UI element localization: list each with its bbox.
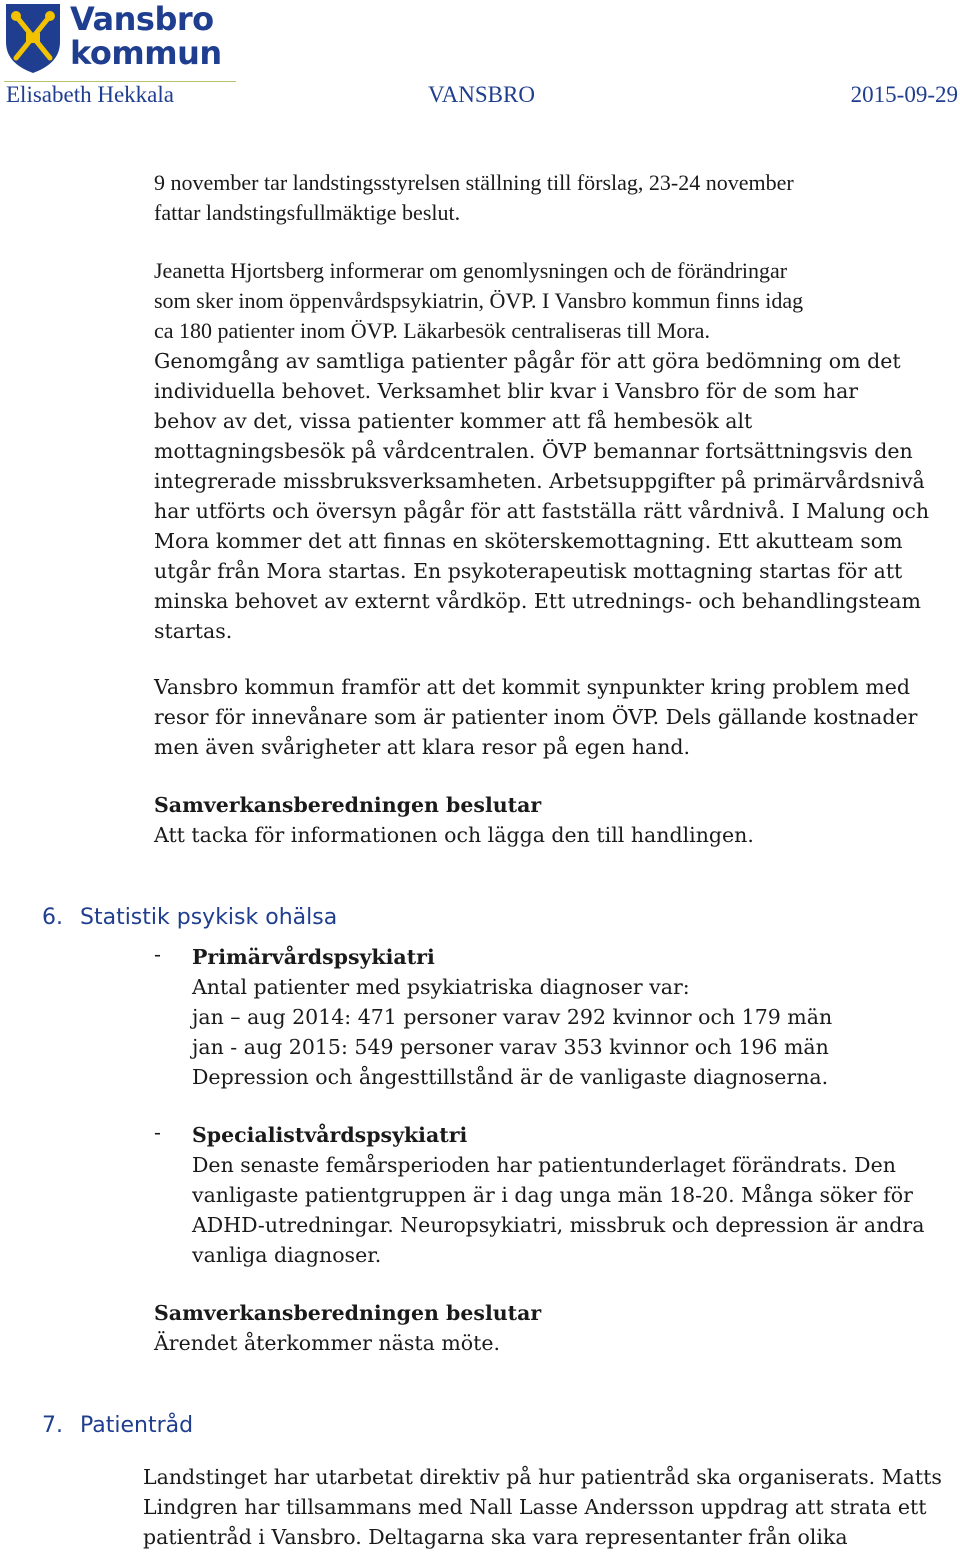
primarvard-block <box>192 942 832 1092</box>
header-author: Elisabeth Hekkala <box>6 82 174 107</box>
text-line: mottagningsbesök på vårdcentralen. ÖVP bemannar fortsättningsvis den <box>154 439 913 463</box>
text-line: startas. <box>154 619 233 643</box>
decision-text: Att tacka för informationen och lägga den till handlingen. <box>154 823 754 847</box>
list-item-title: Specialistvårdspsykiatri <box>192 1123 468 1147</box>
vansbro-paragraph <box>154 672 917 762</box>
text-line: Den senaste femårsperioden har patientunderlaget förändrats. Den <box>192 1153 896 1177</box>
text-line: utgår från Mora startas. En psykoterapeutisk mottagning startas för att <box>154 559 903 583</box>
text-line: men även svårigheter att klara resor på egen hand. <box>154 735 691 759</box>
crest-icon <box>4 2 62 74</box>
section-number: 6. <box>42 905 63 930</box>
section-number: 7. <box>42 1413 63 1438</box>
text-line: vanliga diagnoser. <box>192 1243 382 1267</box>
text-line: Vansbro kommun framför att det kommit synpunkter kring problem med <box>154 675 910 699</box>
logo-line-2: kommun <box>70 34 222 72</box>
section-title: Statistik psykisk ohälsa <box>80 905 338 930</box>
patientrad-paragraph <box>143 1462 942 1552</box>
text-line: integrerade missbruksverksamheten. Arbetsuppgifter på primärvårdsnivå <box>154 469 925 493</box>
decision-text: Ärendet återkommer nästa möte. <box>154 1331 501 1355</box>
document-header <box>6 82 958 112</box>
text-line: jan - aug 2015: 549 personer varav 353 kvinnor och 196 män <box>192 1035 829 1059</box>
text-line: Landstinget har utarbetat direktiv på hur patientråd ska organiserats. Matts <box>143 1465 942 1489</box>
text-line: som sker inom öppenvårdspsykiatrin, ÖVP. I Vansbro kommun finns idag <box>154 288 804 313</box>
text-line: Mora kommer det att finnas en sköterskemottagning. Ett akutteam som <box>154 529 903 553</box>
decision-block <box>154 1298 541 1358</box>
text-line: Antal patienter med psykiatriska diagnoser var: <box>192 975 690 999</box>
header-place: VANSBRO <box>428 82 535 107</box>
section-7-heading <box>42 1411 193 1441</box>
list-item-title: Primärvårdspsykiatri <box>192 945 435 969</box>
decision-block <box>154 790 754 850</box>
specialistvard-block <box>192 1120 924 1270</box>
text-line: minska behovet av externt vårdköp. Ett utrednings- och behandlingsteam <box>154 589 921 613</box>
text-line: Genomgång av samtliga patienter pågår för att göra bedömning om det <box>154 349 901 373</box>
decision-title: Samverkansberedningen beslutar <box>154 1301 542 1325</box>
logo-line-1: Vansbro <box>70 0 214 38</box>
text-line: jan – aug 2014: 471 personer varav 292 kvinnor och 179 män <box>192 1005 833 1029</box>
decision-title: Samverkansberedningen beslutar <box>154 793 542 817</box>
vansbro-logo <box>4 2 234 78</box>
text-line: 9 november tar landstingsstyrelsen ställning till förslag, 23-24 november <box>154 170 794 195</box>
text-line: individuella behovet. Verksamhet blir kvar i Vansbro för de som har <box>154 379 859 403</box>
text-line: ca 180 patienter inom ÖVP. Läkarbesök centraliseras till Mora. <box>154 318 710 343</box>
text-line: behov av det, vissa patienter kommer att få hembesök alt <box>154 409 753 433</box>
list-dash: - <box>154 942 161 966</box>
text-line: ADHD-utredningar. Neuropsykiatri, missbruk och depression är andra <box>192 1213 925 1237</box>
section-title: Patientråd <box>80 1413 194 1438</box>
text-line: har utförts och översyn pågår för att fastställa rätt vårdnivå. I Malung och <box>154 499 930 523</box>
jeanetta-paragraph <box>154 256 929 646</box>
text-line: vanligaste patientgruppen är i dag unga män 18-20. Många söker för <box>192 1183 913 1207</box>
header-date: 2015-09-29 <box>850 82 958 107</box>
list-dash: - <box>154 1120 161 1144</box>
logo-wordmark <box>70 2 222 70</box>
text-line: patientråd i Vansbro. Deltagarna ska vara representanter från olika <box>143 1525 848 1549</box>
text-line: Lindgren har tillsammans med Nall Lasse Andersson uppdrag att strata ett <box>143 1495 927 1519</box>
section-6-heading <box>42 903 337 933</box>
intro-paragraph <box>154 168 794 228</box>
text-line: Jeanetta Hjortsberg informerar om genomlysningen och de förändringar <box>154 258 788 283</box>
text-line: fattar landstingsfullmäktige beslut. <box>154 200 461 225</box>
text-line: resor för innevånare som är patienter inom ÖVP. Dels gällande kostnader <box>154 705 918 729</box>
text-line: Depression och ångesttillstånd är de vanligaste diagnoserna. <box>192 1065 829 1089</box>
